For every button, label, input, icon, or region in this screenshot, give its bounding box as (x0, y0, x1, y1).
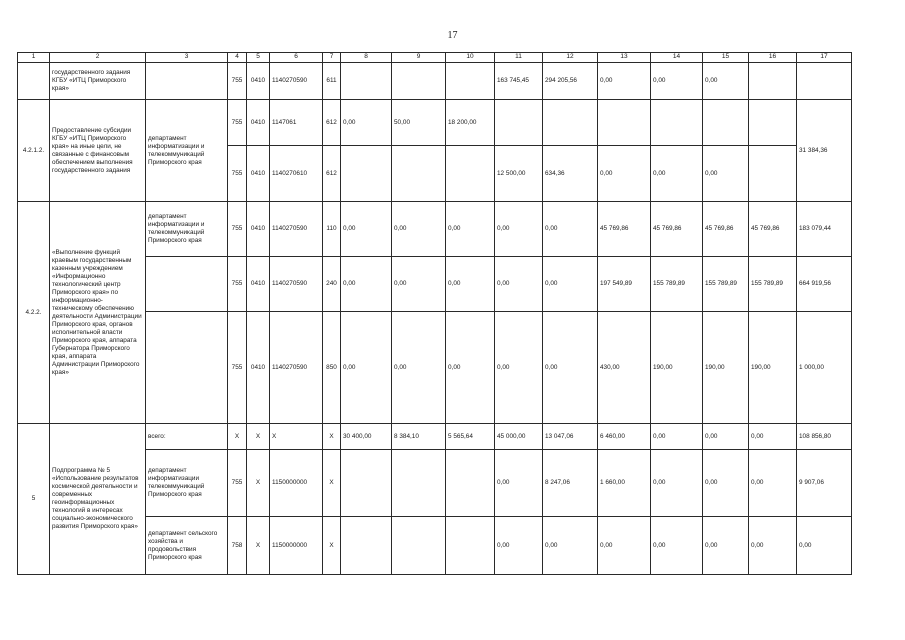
cell (598, 100, 651, 146)
cell: 664 919,56 (797, 257, 852, 312)
col-header: 3 (146, 53, 228, 63)
cell: X (323, 424, 341, 450)
cell: 0,00 (703, 517, 749, 575)
col-header: 6 (270, 53, 323, 63)
cell (446, 146, 495, 202)
cell: 0,00 (392, 202, 446, 257)
column-number-row (18, 53, 852, 63)
executor: департамент информатизации и телекоммуникаций Приморского края (146, 202, 228, 257)
executor: департамент информатизации и телекоммуникаций Приморского края (146, 100, 228, 202)
cell: 110 (323, 202, 341, 257)
cell: 8 247,06 (543, 450, 598, 517)
cell: 5 565,64 (446, 424, 495, 450)
cell: 190,00 (749, 312, 797, 424)
cell: 612 (323, 146, 341, 202)
cell: 0,00 (598, 63, 651, 100)
row-number: 5 (18, 424, 50, 575)
cell: 155 789,89 (651, 257, 703, 312)
cell: 30 400,00 (341, 424, 392, 450)
cell (749, 63, 797, 100)
cell: 0,00 (341, 202, 392, 257)
col-header: 12 (543, 53, 598, 63)
cell: 8 384,10 (392, 424, 446, 450)
cell: 155 789,89 (749, 257, 797, 312)
cell (749, 100, 797, 146)
cell: 0,00 (651, 424, 703, 450)
cell: 0,00 (495, 450, 543, 517)
cell: 240 (323, 257, 341, 312)
page-number: 17 (447, 30, 458, 41)
total-label: всего: (146, 424, 228, 450)
cell: 0,00 (749, 450, 797, 517)
cell (749, 146, 797, 202)
cell: 755 (228, 146, 247, 202)
cell: 1 000,00 (797, 312, 852, 424)
cell: 0,00 (703, 146, 749, 202)
cell: 0,00 (651, 517, 703, 575)
cell: 0,00 (703, 424, 749, 450)
cell: 108 856,80 (797, 424, 852, 450)
cell: 12 500,00 (495, 146, 543, 202)
cell: 45 769,86 (703, 202, 749, 257)
cell (392, 63, 446, 100)
cell: 1140270590 (270, 257, 323, 312)
table-row (18, 202, 852, 257)
cell: 0,00 (341, 312, 392, 424)
cell: 0,00 (749, 424, 797, 450)
cell: 0,00 (651, 146, 703, 202)
cell: 190,00 (651, 312, 703, 424)
cell: 45 769,86 (651, 202, 703, 257)
table-row (18, 100, 852, 146)
cell (703, 100, 749, 146)
cell: X (228, 424, 247, 450)
cell: 155 789,89 (703, 257, 749, 312)
cell: 0,00 (703, 63, 749, 100)
col-header: 4 (228, 53, 247, 63)
executor (146, 257, 228, 312)
col-header: 14 (651, 53, 703, 63)
table-row (18, 63, 852, 100)
col-header: 17 (797, 53, 852, 63)
col-header: 11 (495, 53, 543, 63)
executor (146, 312, 228, 424)
cell: 1140270590 (270, 312, 323, 424)
cell: 0,00 (598, 517, 651, 575)
cell: 0410 (247, 100, 270, 146)
col-header: 13 (598, 53, 651, 63)
cell: 0,00 (543, 257, 598, 312)
col-header: 5 (247, 53, 270, 63)
cell: 0,00 (495, 312, 543, 424)
cell: 18 200,00 (446, 100, 495, 146)
cell: 755 (228, 100, 247, 146)
executor (146, 63, 228, 100)
cell: X (270, 424, 323, 450)
cell: 0,00 (495, 202, 543, 257)
cell: 0,00 (598, 146, 651, 202)
cell: 0,00 (446, 202, 495, 257)
cell: X (323, 450, 341, 517)
cell: 755 (228, 450, 247, 517)
col-header: 2 (50, 53, 146, 63)
cell (495, 100, 543, 146)
cell: 13 047,06 (543, 424, 598, 450)
cell (446, 450, 495, 517)
cell: 45 769,86 (598, 202, 651, 257)
cell: 183 079,44 (797, 202, 852, 257)
cell: 50,00 (392, 100, 446, 146)
cell: 612 (323, 100, 341, 146)
cell (651, 100, 703, 146)
col-header: 8 (341, 53, 392, 63)
cell: 0,00 (651, 450, 703, 517)
cell: 0410 (247, 257, 270, 312)
col-header: 7 (323, 53, 341, 63)
cell: 755 (228, 257, 247, 312)
executor: департамент сельского хозяйства и продовольствия Приморского края (146, 517, 228, 575)
row-number (18, 63, 50, 100)
cell: 1140270610 (270, 146, 323, 202)
cell: 0,00 (703, 450, 749, 517)
cell: 0,00 (543, 517, 598, 575)
cell: 634,36 (543, 146, 598, 202)
cell: 1150000000 (270, 450, 323, 517)
cell: 1150000000 (270, 517, 323, 575)
cell: 430,00 (598, 312, 651, 424)
cell: 0410 (247, 202, 270, 257)
cell: 1147061 (270, 100, 323, 146)
cell: X (323, 517, 341, 575)
col-header: 1 (18, 53, 50, 63)
cell: 197 549,89 (598, 257, 651, 312)
cell: 1140270590 (270, 63, 323, 100)
cell (341, 517, 392, 575)
cell: 0,00 (341, 257, 392, 312)
cell (446, 63, 495, 100)
cell: 0,00 (446, 257, 495, 312)
cell (543, 100, 598, 146)
cell (446, 517, 495, 575)
cell: 0,00 (392, 312, 446, 424)
cell: 0,00 (749, 517, 797, 575)
measure-name: Подпрограмма № 5 «Использование результатов космической деятельности и современных геоинформационных технологий в интересах социально-экономического развития Приморского края» (50, 424, 146, 575)
cell: X (247, 450, 270, 517)
col-header: 16 (749, 53, 797, 63)
col-header: 10 (446, 53, 495, 63)
cell: 0,00 (543, 202, 598, 257)
cell (392, 146, 446, 202)
cell: 294 205,56 (543, 63, 598, 100)
cell (797, 63, 852, 100)
cell: 0,00 (392, 257, 446, 312)
cell: 0,00 (797, 517, 852, 575)
cell (392, 450, 446, 517)
row-number: 4.2.1.2. (18, 100, 50, 202)
cell: 0410 (247, 146, 270, 202)
cell: 45 769,86 (749, 202, 797, 257)
cell: X (247, 517, 270, 575)
cell: 1140270590 (270, 202, 323, 257)
cell: 0410 (247, 63, 270, 100)
cell: 0,00 (495, 257, 543, 312)
cell: 0410 (247, 312, 270, 424)
cell: 755 (228, 202, 247, 257)
cell: 0,00 (446, 312, 495, 424)
cell: 755 (228, 312, 247, 424)
col-header: 15 (703, 53, 749, 63)
cell: X (247, 424, 270, 450)
cell (341, 450, 392, 517)
measure-name: «Выполнение функций краевым государственным казенным учреждением «Информационно технологический центр Приморского края» по информационно-техническому обеспечению деятельности Администрации Приморского края, органов исполнительной власти Приморского края, аппарата Губернатора Приморского края, аппарата Администрации Приморского края» (50, 202, 146, 424)
cell: 45 000,00 (495, 424, 543, 450)
cell (392, 517, 446, 575)
cell: 758 (228, 517, 247, 575)
measure-name: государственного задания КГБУ «ИТЦ Приморского края» (50, 63, 146, 100)
cell: 0,00 (543, 312, 598, 424)
cell: 0,00 (651, 63, 703, 100)
measure-name: Предоставление субсидии КГБУ «ИТЦ Приморского края» на иные цели, не связанные с финансовым обеспечением выполнения государственного задания (50, 100, 146, 202)
cell: 755 (228, 63, 247, 100)
cell: 0,00 (341, 100, 392, 146)
cell (341, 146, 392, 202)
budget-table (17, 52, 852, 575)
cell (341, 63, 392, 100)
cell: 0,00 (495, 517, 543, 575)
col-header: 9 (392, 53, 446, 63)
cell: 1 660,00 (598, 450, 651, 517)
table-row (18, 424, 852, 450)
cell: 850 (323, 312, 341, 424)
row-number: 4.2.2. (18, 202, 50, 424)
cell: 163 745,45 (495, 63, 543, 100)
cell: 190,00 (703, 312, 749, 424)
cell: 6 460,00 (598, 424, 651, 450)
executor: департамент информатизации телекоммуникаций Приморского края (146, 450, 228, 517)
total-cell: 31 384,36 (797, 100, 852, 202)
cell: 611 (323, 63, 341, 100)
cell: 9 907,06 (797, 450, 852, 517)
